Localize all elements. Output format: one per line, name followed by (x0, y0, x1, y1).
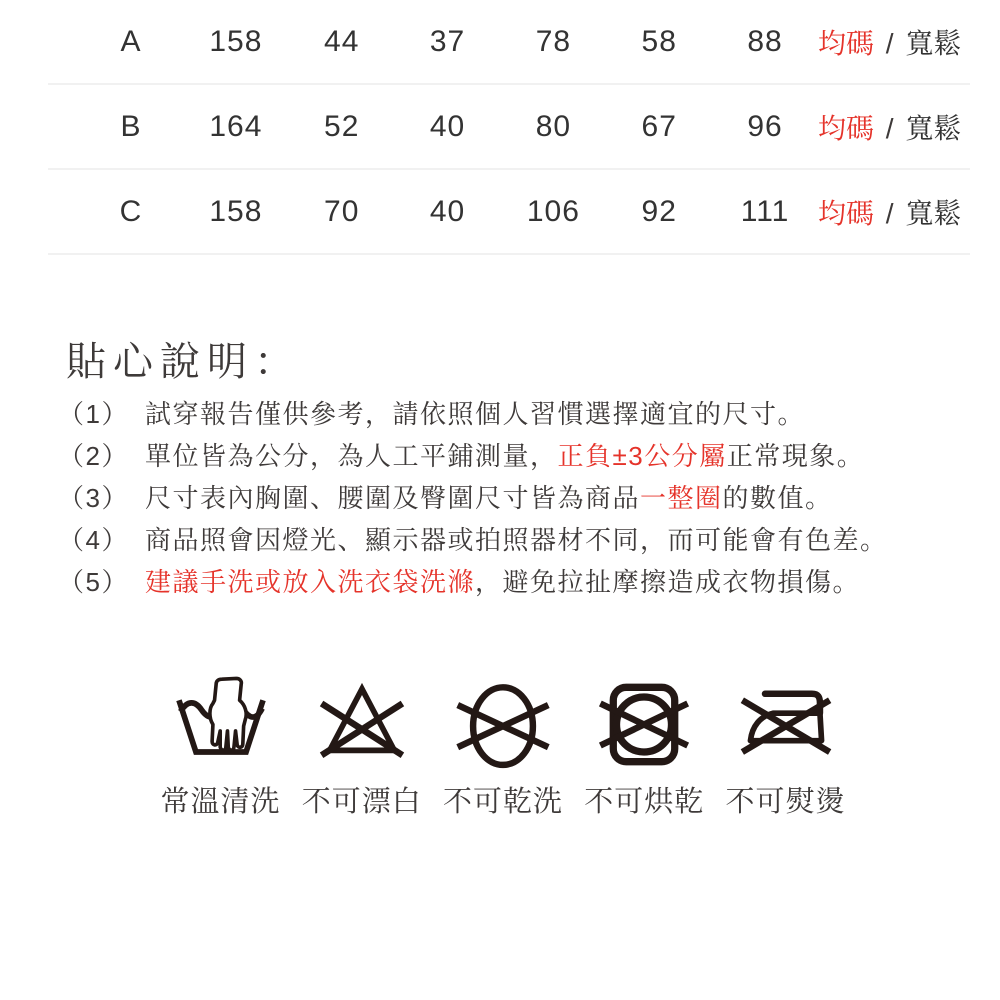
note-number: （1） (58, 399, 129, 429)
care-icon-item (291, 676, 432, 820)
note-number: （2） (58, 441, 129, 471)
size-tag: 均碼 (817, 112, 874, 144)
note-item (58, 519, 970, 561)
note-text: 正常現象。 (726, 441, 865, 471)
measurement-cell: 106 (526, 194, 580, 228)
measurement-cell: 80 (535, 109, 572, 143)
measurement-cell: 88 (747, 24, 783, 58)
care-icons-row (150, 676, 856, 820)
hand-wash-normal-temp-icon (161, 676, 281, 773)
row-label-cell: A (120, 24, 141, 58)
measurement-cell: 158 (209, 24, 263, 58)
size-fit-cell (818, 107, 970, 147)
note-highlight: 正負±3公分屬 (557, 441, 727, 471)
size-fit-cell (818, 22, 970, 62)
do-not-tumble-dry-icon (584, 676, 704, 773)
size-tag: 均碼 (817, 27, 874, 59)
note-item (58, 477, 970, 519)
care-icon-item (715, 676, 856, 820)
notes-list (58, 393, 970, 603)
table-row (48, 170, 970, 255)
measurement-cell: 67 (641, 109, 677, 143)
note-item (58, 561, 970, 603)
notes-heading: 貼心說明： (66, 340, 301, 384)
note-number: （4） (58, 525, 129, 555)
table-row (48, 85, 970, 170)
measurement-cell: 70 (324, 194, 360, 228)
measurement-cell: 96 (747, 109, 783, 143)
measurement-cell: 111 (740, 194, 790, 228)
note-text: ，避免拉扯摩擦造成衣物損傷。 (474, 567, 860, 597)
care-icon-item (433, 676, 574, 820)
size-separator: / (877, 27, 902, 59)
care-icon-label: 不可漂白 (301, 786, 422, 818)
care-icon-item (150, 676, 291, 820)
measurement-cell: 52 (324, 109, 360, 143)
do-not-bleach-icon (302, 676, 422, 773)
size-tag: 均碼 (817, 197, 874, 229)
measurement-cell: 37 (429, 24, 466, 58)
fit-label: 寬鬆 (905, 27, 962, 59)
care-icon-label: 不可烘乾 (584, 786, 705, 818)
note-number: （3） (58, 483, 129, 513)
row-label-cell: B (120, 109, 141, 143)
note-text: 試穿報告僅供參考，請依照個人習慣選擇適宜的尺寸。 (144, 399, 805, 429)
fit-label: 寬鬆 (905, 112, 962, 144)
note-text: 商品照會因燈光、顯示器或拍照器材不同，而可能會有色差。 (144, 525, 888, 555)
care-icon-label: 不可熨燙 (725, 786, 846, 818)
note-highlight: 建議手洗或放入洗衣袋洗滌 (144, 567, 475, 597)
measurement-cell: 40 (429, 109, 466, 143)
note-text: 尺寸表內胸圍、腰圍及臀圍尺寸皆為商品 (144, 483, 640, 513)
care-icon-label: 常溫清洗 (160, 786, 281, 818)
measurement-cell: 78 (535, 24, 572, 58)
measurement-cell: 158 (209, 194, 263, 228)
note-highlight: 一整圈 (639, 483, 723, 513)
do-not-dry-clean-icon (443, 676, 563, 773)
table-row (48, 0, 970, 85)
row-label-cell: C (119, 194, 142, 228)
measurement-cell: 164 (209, 109, 263, 143)
care-icon-label: 不可乾洗 (442, 786, 563, 818)
do-not-iron-icon (726, 676, 846, 773)
note-text: 的數值。 (722, 483, 833, 513)
note-text: 單位皆為公分，為人工平鋪測量， (144, 441, 558, 471)
note-number: （5） (58, 567, 129, 597)
measurement-cell: 92 (641, 194, 677, 228)
note-item (58, 393, 970, 435)
measurement-cell: 44 (324, 24, 360, 58)
measurement-cell: 58 (641, 24, 677, 58)
fit-label: 寬鬆 (905, 197, 962, 229)
size-fit-cell (818, 192, 970, 232)
size-separator: / (877, 112, 902, 144)
care-icon-item (574, 676, 715, 820)
measurement-cell: 40 (429, 194, 466, 228)
size-separator: / (877, 197, 902, 229)
note-item (58, 435, 970, 477)
size-table (0, 0, 1000, 255)
